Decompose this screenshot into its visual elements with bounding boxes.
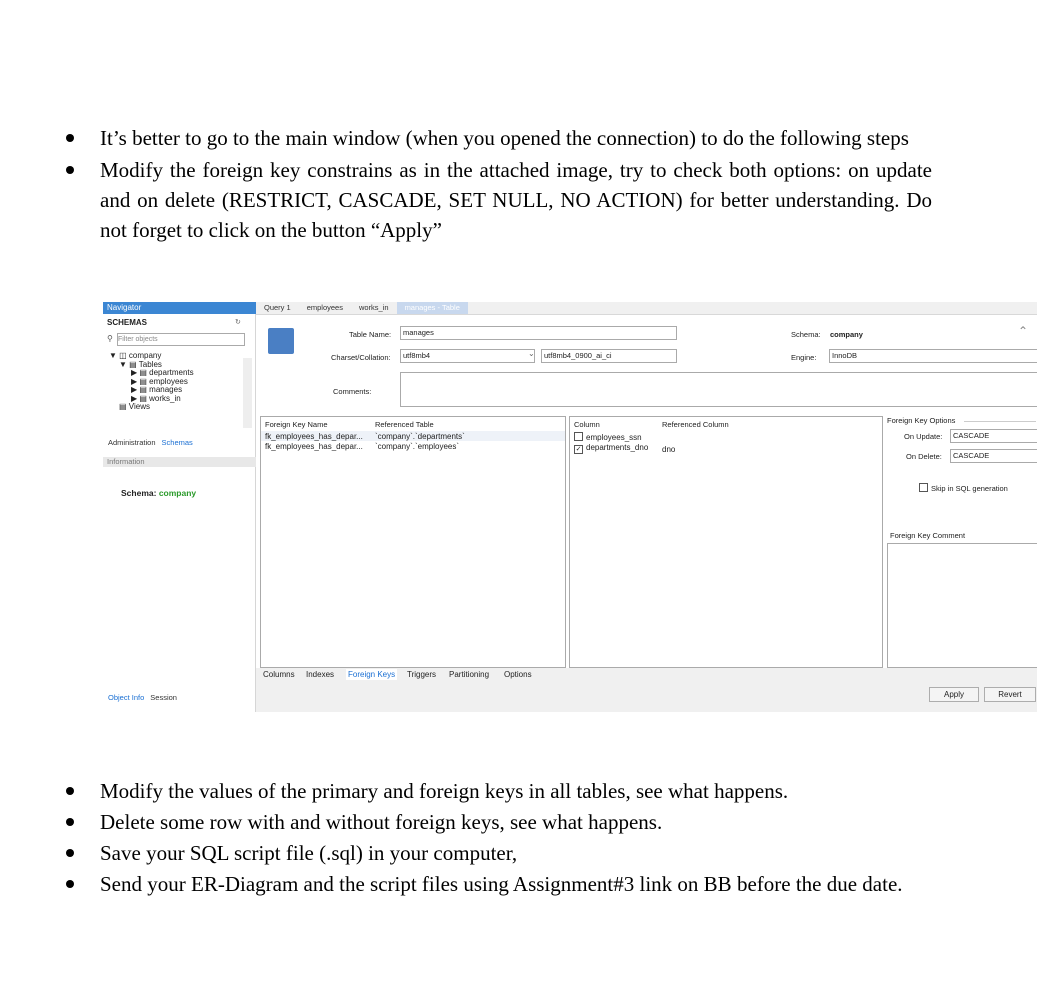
tree-item-schema[interactable]: ▼ ◫ company xyxy=(109,351,162,360)
table-editor-icon xyxy=(268,328,294,354)
charset-select[interactable]: utf8mb4 xyxy=(400,349,535,363)
refresh-icon[interactable]: ↻ xyxy=(235,319,241,326)
list-item: Modify the foreign key constrains as in the attached image, try to check both options: on update and on delete (RESTRICT, CASCADE, SET NULL, NO ACTION) for better understanding. Do not forget to click on the button “Apply” xyxy=(62,155,932,245)
search-icon: ⚲ xyxy=(107,334,113,343)
list-item: Modify the values of the primary and foreign keys in all tables, see what happens. xyxy=(62,776,932,806)
column-header: Referenced Table xyxy=(375,420,434,429)
foreign-key-list xyxy=(260,416,566,668)
on-delete-label: On Delete: xyxy=(906,452,942,461)
schemas-heading: SCHEMAS xyxy=(107,318,148,327)
tab-works-in[interactable]: works_in xyxy=(358,303,389,312)
checkbox[interactable] xyxy=(574,432,583,441)
filter-input[interactable]: Filter objects xyxy=(117,333,245,346)
information-bar: Information xyxy=(103,457,257,467)
chevron-down-icon: ⌄ xyxy=(528,349,535,358)
revert-button[interactable]: Revert xyxy=(984,687,1036,702)
fk-comment-label: Foreign Key Comment xyxy=(890,531,966,540)
instructions-list-bottom xyxy=(62,776,932,900)
table-row[interactable]: ✓ departments_dno xyxy=(575,443,649,453)
divider xyxy=(964,421,1036,422)
engine-label: Engine: xyxy=(791,353,817,362)
tab-options[interactable]: Options xyxy=(504,670,532,679)
column-header: Referenced Column xyxy=(662,420,729,429)
table-name-label: Table Name: xyxy=(349,330,392,339)
fk-column-list xyxy=(569,416,883,668)
list-item: Save your SQL script file (.sql) in your computer, xyxy=(62,838,932,868)
instructions-list-top xyxy=(62,123,932,247)
on-update-select[interactable]: CASCADE xyxy=(950,429,1037,443)
table-row[interactable]: employees_ssn xyxy=(574,432,642,442)
tab-schemas[interactable]: Schemas xyxy=(159,437,196,448)
tab-employees[interactable]: employees xyxy=(306,303,343,312)
fk-comment-textarea[interactable] xyxy=(887,543,1037,668)
tree-item-tables[interactable]: ▼ ▤ Tables xyxy=(119,359,162,369)
table-editor xyxy=(256,302,1037,712)
schema-info: Schema: company xyxy=(121,488,197,498)
charset-label: Charset/Collation: xyxy=(331,353,391,362)
checkbox-checked[interactable]: ✓ xyxy=(575,446,582,453)
apply-button[interactable]: Apply xyxy=(929,687,979,702)
column-header: Foreign Key Name xyxy=(265,420,328,429)
tree-item-table[interactable]: ▶ ▤ employees xyxy=(131,376,188,386)
table-row[interactable]: fk_employees_has_depar... `company`.`employees` xyxy=(265,442,460,451)
tree-item-table[interactable]: ▶ ▤ works_in xyxy=(131,393,181,403)
tree-item-table[interactable]: ▶ ▤ departments xyxy=(131,368,194,377)
comments-textarea[interactable] xyxy=(400,372,1037,407)
collation-select[interactable]: utf8mb4_0900_ai_ci xyxy=(541,349,677,363)
query-tabs xyxy=(256,302,1037,315)
list-item: Send your ER-Diagram and the script files using Assignment#3 link on BB before the due date. xyxy=(62,869,932,899)
checkbox[interactable] xyxy=(919,483,928,492)
editor-tabs xyxy=(256,668,1037,681)
table-row[interactable]: fk_employees_has_depar... `company`.`departments` xyxy=(261,431,565,441)
tree-item-table[interactable]: ▶ ▤ manages xyxy=(131,385,183,394)
column-header: Column xyxy=(574,420,600,429)
tab-partitioning[interactable]: Partitioning xyxy=(449,670,490,679)
table-name-input[interactable]: manages xyxy=(400,326,677,340)
schema-value: company xyxy=(830,330,863,339)
collapse-icon[interactable]: ⌃ xyxy=(1018,324,1029,338)
fk-options-title: Foreign Key Options xyxy=(887,416,956,425)
schema-label: Schema: xyxy=(791,330,821,339)
navigator-title: Navigator xyxy=(103,302,257,314)
comments-label: Comments: xyxy=(333,387,372,396)
tab-object-info[interactable]: Object Info xyxy=(105,692,147,703)
referenced-column-value: dno xyxy=(662,445,676,454)
tab-indexes[interactable]: Indexes xyxy=(306,670,335,679)
tab-foreign-keys[interactable]: Foreign Keys xyxy=(348,670,396,679)
tab-manages-table[interactable]: manages - Table xyxy=(397,302,468,314)
tab-triggers[interactable]: Triggers xyxy=(407,670,437,679)
tree-item-views[interactable]: ▤ Views xyxy=(119,402,150,411)
tab-session[interactable]: Session xyxy=(150,693,177,702)
on-delete-select[interactable]: CASCADE xyxy=(950,449,1037,463)
tree-scrollbar[interactable] xyxy=(243,358,252,428)
tab-administration[interactable]: Administration xyxy=(108,438,156,447)
navigator-bottom-tabs xyxy=(105,692,180,703)
schema-tree xyxy=(109,352,194,412)
list-item: It’s better to go to the main window (when you opened the connection) to do the following steps xyxy=(62,123,932,153)
engine-select[interactable]: InnoDB xyxy=(829,349,1037,363)
list-item: Delete some row with and without foreign keys, see what happens. xyxy=(62,807,932,837)
footer-bar xyxy=(256,681,1037,712)
on-update-label: On Update: xyxy=(904,432,943,441)
navigator-panel xyxy=(103,302,256,712)
tab-columns[interactable]: Columns xyxy=(263,670,295,679)
navigator-tabs xyxy=(105,437,196,448)
tab-query-1[interactable]: Query 1 xyxy=(264,303,291,312)
workbench-screenshot xyxy=(103,302,1037,712)
skip-sql-option[interactable]: Skip in SQL generation xyxy=(919,483,1008,493)
